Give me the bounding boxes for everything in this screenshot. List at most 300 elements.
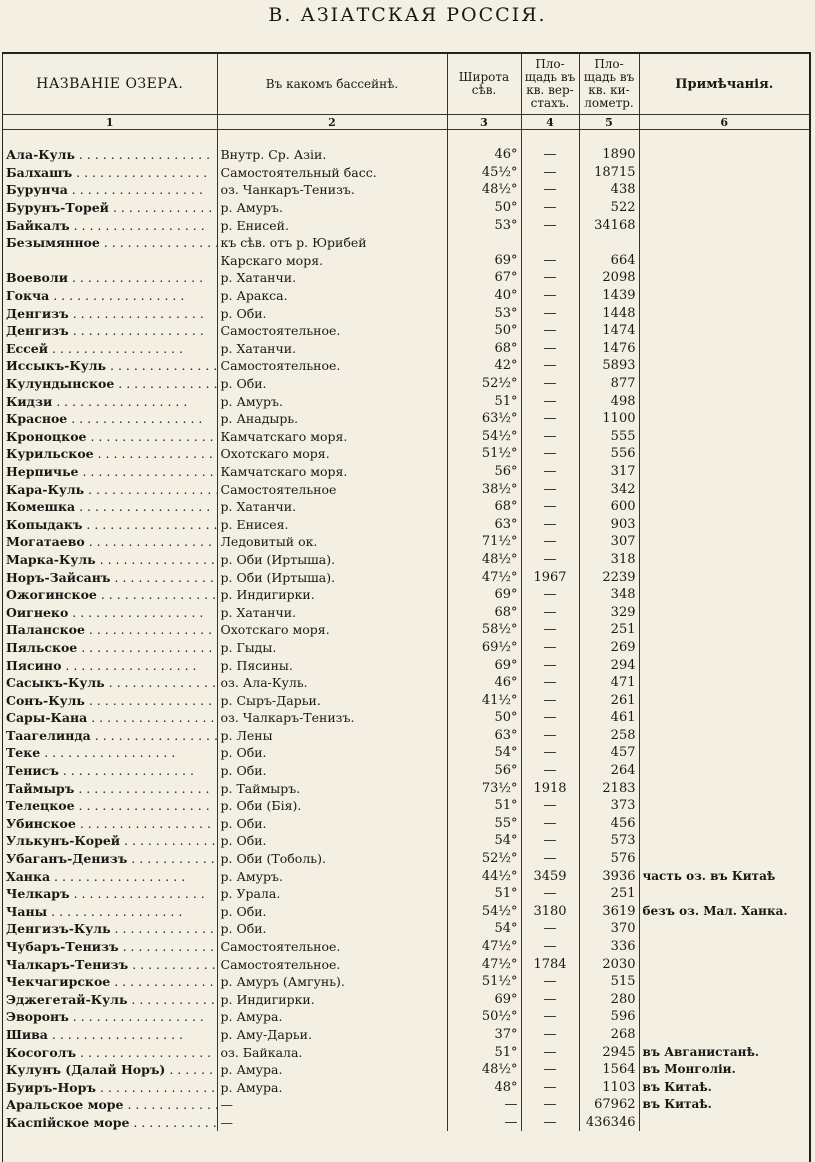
table-row <box>3 815 809 833</box>
lake-name: Паланское . . . <box>3 621 217 639</box>
table-row <box>3 533 809 551</box>
lake-latitude: 47½° <box>447 568 521 586</box>
lake-note <box>639 463 809 481</box>
lake-area-km: 1564 <box>579 1061 639 1079</box>
column-number: 2 <box>217 115 447 130</box>
header-row <box>3 54 809 115</box>
lake-name: Безымянное . . . <box>3 234 217 252</box>
lake-area-km: 5893 <box>579 357 639 375</box>
lake-area-km: 457 <box>579 744 639 762</box>
lake-area-km: 2183 <box>579 779 639 797</box>
table-row <box>3 1078 809 1096</box>
lake-area-versts: — <box>521 287 579 305</box>
lake-latitude: — <box>447 1114 521 1132</box>
lake-note <box>639 621 809 639</box>
table-row <box>3 410 809 428</box>
lake-latitude: 63½° <box>447 410 521 428</box>
lake-basin: р. Оби. <box>217 762 447 780</box>
lake-area-km: 294 <box>579 656 639 674</box>
lake-area-versts: — <box>521 216 579 234</box>
lake-name: Кидзи . . . <box>3 392 217 410</box>
lake-note <box>639 1114 809 1132</box>
lake-basin: Охотскаго моря. <box>217 621 447 639</box>
lake-name: Каспійское море . . . <box>3 1114 217 1132</box>
lake-note <box>639 1008 809 1026</box>
lake-area-versts: — <box>521 551 579 569</box>
lake-note <box>639 656 809 674</box>
lake-basin: р. Оби. <box>217 815 447 833</box>
lake-name: Тенисъ . . . <box>3 762 217 780</box>
lake-latitude: 38½° <box>447 480 521 498</box>
lake-basin: оз. Чалкаръ-Тенизъ. <box>217 709 447 727</box>
table-row <box>3 181 809 199</box>
lake-area-versts: — <box>521 621 579 639</box>
lake-latitude: 71½° <box>447 533 521 551</box>
lake-name: Гокча . . . <box>3 287 217 305</box>
table-row <box>3 515 809 533</box>
lake-area-versts: — <box>521 410 579 428</box>
lake-note <box>639 991 809 1009</box>
column-number: 4 <box>521 115 579 130</box>
lake-basin: р. Оби (Бія). <box>217 797 447 815</box>
lake-latitude: 54° <box>447 744 521 762</box>
lake-area-km: 1474 <box>579 322 639 340</box>
lake-area-versts: — <box>521 515 579 533</box>
lake-latitude: 58½° <box>447 621 521 639</box>
lake-area-versts: — <box>521 269 579 287</box>
table-row <box>3 779 809 797</box>
lake-note <box>639 428 809 446</box>
lake-basin: р. Оби. <box>217 375 447 393</box>
lake-name: Таагелинда . . . <box>3 727 217 745</box>
lake-latitude: 50° <box>447 322 521 340</box>
lake-name: Чубаръ-Тенизъ . . . <box>3 938 217 956</box>
lake-latitude: 68° <box>447 498 521 516</box>
lake-basin: Самостоятельный басс. <box>217 164 447 182</box>
lake-note: безъ оз. Мал. Ханка. <box>639 903 809 921</box>
lake-basin: оз. Байкала. <box>217 1043 447 1061</box>
table-row <box>3 1043 809 1061</box>
lake-note <box>639 181 809 199</box>
lake-area-km: 438 <box>579 181 639 199</box>
lake-latitude: 73½° <box>447 779 521 797</box>
lake-name: Теке . . . <box>3 744 217 762</box>
lake-area-versts: — <box>521 498 579 516</box>
lake-note <box>639 480 809 498</box>
lake-note <box>639 340 809 358</box>
lake-latitude: 40° <box>447 287 521 305</box>
lake-basin: р. Оби (Иртыша). <box>217 568 447 586</box>
lake-basin: Самостоятельное. <box>217 322 447 340</box>
lake-note <box>639 850 809 868</box>
table-row <box>3 586 809 604</box>
lake-basin: Ледовитый ок. <box>217 533 447 551</box>
lake-area-km: 596 <box>579 1008 639 1026</box>
lake-latitude: 46° <box>447 674 521 692</box>
lake-note <box>639 727 809 745</box>
lake-area-km: 664 <box>579 252 639 270</box>
lake-basin: р. Оби. <box>217 832 447 850</box>
table-row <box>3 357 809 375</box>
lake-area-km: 515 <box>579 973 639 991</box>
lake-note <box>639 639 809 657</box>
lake-latitude: 54½° <box>447 428 521 446</box>
table-row <box>3 639 809 657</box>
lake-name: Кара-Куль . . . <box>3 480 217 498</box>
lake-area-km: 3619 <box>579 903 639 921</box>
table-row <box>3 1061 809 1079</box>
lake-name: Таймыръ . . . <box>3 779 217 797</box>
lake-basin: Камчатскаго моря. <box>217 463 447 481</box>
lake-latitude: 63° <box>447 727 521 745</box>
table-row <box>3 287 809 305</box>
lake-note: въ Китаѣ. <box>639 1096 809 1114</box>
lake-latitude: 69° <box>447 656 521 674</box>
lake-area-versts: — <box>521 1043 579 1061</box>
lake-basin: р. Хатанчи. <box>217 603 447 621</box>
lake-area-km: 307 <box>579 533 639 551</box>
table-row <box>3 304 809 322</box>
lake-area-versts: — <box>521 322 579 340</box>
lake-area-km: 280 <box>579 991 639 1009</box>
lake-name: Оигнеко . . . <box>3 603 217 621</box>
lake-basin: — <box>217 1096 447 1114</box>
header-basin: Въ какомъ бассейнѣ. <box>217 54 447 115</box>
lake-basin: Самостоятельное. <box>217 357 447 375</box>
lakes-table-body <box>3 146 809 1131</box>
lake-basin: р. Индигирки. <box>217 586 447 604</box>
lake-basin: р. Сыръ-Дарьи. <box>217 691 447 709</box>
table-row <box>3 568 809 586</box>
lake-area-versts: — <box>521 709 579 727</box>
lake-basin: р. Оби. <box>217 920 447 938</box>
lake-area-km: 261 <box>579 691 639 709</box>
lake-area-versts: — <box>521 1026 579 1044</box>
lake-latitude: 53° <box>447 216 521 234</box>
lake-area-km: 2239 <box>579 568 639 586</box>
table-row <box>3 991 809 1009</box>
lake-area-km: 2098 <box>579 269 639 287</box>
lake-area-km: 67962 <box>579 1096 639 1114</box>
table-row <box>3 973 809 991</box>
lake-name: Чалкаръ-Тенизъ . . . <box>3 955 217 973</box>
lake-name: Сары-Кана . . . <box>3 709 217 727</box>
lake-area-km: 258 <box>579 727 639 745</box>
lake-latitude: 47½° <box>447 955 521 973</box>
lake-latitude: 51° <box>447 1043 521 1061</box>
lake-name: Чаны . . . <box>3 903 217 921</box>
lake-note <box>639 216 809 234</box>
lake-note <box>639 691 809 709</box>
table-row <box>3 762 809 780</box>
lake-area-versts <box>521 234 579 252</box>
lake-area-versts: — <box>521 674 579 692</box>
table-row <box>3 269 809 287</box>
lake-area-km: 2030 <box>579 955 639 973</box>
lake-basin: Карскаго моря. <box>217 252 447 270</box>
lake-note <box>639 498 809 516</box>
lake-basin: р. Амуръ. <box>217 392 447 410</box>
table-row <box>3 480 809 498</box>
lake-basin: р. Амуръ. <box>217 867 447 885</box>
lake-name: Байкалъ . . . <box>3 216 217 234</box>
lake-latitude: 48½° <box>447 181 521 199</box>
lake-note <box>639 1026 809 1044</box>
lake-basin: р. Оби. <box>217 744 447 762</box>
lake-area-km: 522 <box>579 199 639 217</box>
lake-name: Косоголъ . . . <box>3 1043 217 1061</box>
lake-area-versts: — <box>521 938 579 956</box>
lake-basin: р. Амуръ. <box>217 199 447 217</box>
lake-latitude: 52½° <box>447 375 521 393</box>
lake-note <box>639 410 809 428</box>
lake-area-versts: — <box>521 727 579 745</box>
lake-note <box>639 146 809 164</box>
table-row <box>3 885 809 903</box>
lake-area-km: 1476 <box>579 340 639 358</box>
lake-note <box>639 709 809 727</box>
lake-note: часть оз. въ Китаѣ <box>639 867 809 885</box>
lake-area-km: 573 <box>579 832 639 850</box>
lake-latitude: 37° <box>447 1026 521 1044</box>
lake-area-km: 264 <box>579 762 639 780</box>
lake-latitude: 69½° <box>447 639 521 657</box>
lake-basin: Внутр. Ср. Азіи. <box>217 146 447 164</box>
table-row <box>3 234 809 252</box>
lake-area-km: 436346 <box>579 1114 639 1132</box>
lake-name: Комешка . . . <box>3 498 217 516</box>
lake-area-versts: 3180 <box>521 903 579 921</box>
table-row <box>3 920 809 938</box>
lake-latitude: 51° <box>447 885 521 903</box>
lake-latitude: 42° <box>447 357 521 375</box>
lake-latitude: 50° <box>447 709 521 727</box>
lake-note <box>639 515 809 533</box>
table-row <box>3 498 809 516</box>
lake-latitude: 67° <box>447 269 521 287</box>
lake-name: Убинское . . . <box>3 815 217 833</box>
lake-latitude: 52½° <box>447 850 521 868</box>
table-row <box>3 216 809 234</box>
lake-area-versts: — <box>521 1096 579 1114</box>
lake-basin: р. Гыды. <box>217 639 447 657</box>
lake-area-versts: — <box>521 357 579 375</box>
lake-name: Буиръ-Норъ . . . <box>3 1078 217 1096</box>
lake-area-versts: 3459 <box>521 867 579 885</box>
lake-basin: р. Амуръ (Амгунь). <box>217 973 447 991</box>
lake-name: Кулунъ (Далай Норъ) . . . <box>3 1061 217 1079</box>
lake-name: Красное . . . <box>3 410 217 428</box>
lake-area-km: 18715 <box>579 164 639 182</box>
lake-area-km: 461 <box>579 709 639 727</box>
lake-note <box>639 603 809 621</box>
header-name: НАЗВАНІЕ ОЗЕРА. <box>3 54 217 115</box>
lake-latitude: 63° <box>447 515 521 533</box>
table-row <box>3 146 809 164</box>
lake-latitude: 50° <box>447 199 521 217</box>
lake-area-km: 600 <box>579 498 639 516</box>
table-row <box>3 1026 809 1044</box>
table-row <box>3 252 809 270</box>
lake-area-versts: — <box>521 762 579 780</box>
lakes-table <box>3 54 809 1131</box>
table-row <box>3 1008 809 1026</box>
table-row <box>3 727 809 745</box>
lake-area-km: 348 <box>579 586 639 604</box>
lake-latitude: 53° <box>447 304 521 322</box>
lake-name: Чекчагирское . . . <box>3 973 217 991</box>
lake-area-km: 576 <box>579 850 639 868</box>
lake-area-km: 269 <box>579 639 639 657</box>
table-row <box>3 938 809 956</box>
lake-area-versts: — <box>521 920 579 938</box>
lake-name <box>3 252 217 270</box>
table-row <box>3 199 809 217</box>
lake-basin: оз. Ала-Куль. <box>217 674 447 692</box>
header-notes: Примѣчанія. <box>639 54 809 115</box>
table-row <box>3 903 809 921</box>
lake-basin: р. Оби (Иртыша). <box>217 551 447 569</box>
table-row <box>3 603 809 621</box>
lake-note <box>639 797 809 815</box>
lake-basin: р. Аракса. <box>217 287 447 305</box>
lake-basin: р. Индигирки. <box>217 991 447 1009</box>
lake-area-km: 2945 <box>579 1043 639 1061</box>
lake-name: Марка-Куль . . . <box>3 551 217 569</box>
lake-area-km: 318 <box>579 551 639 569</box>
lake-area-versts: — <box>521 463 579 481</box>
lake-name: Ханка . . . <box>3 867 217 885</box>
lake-note <box>639 551 809 569</box>
lake-area-km: 251 <box>579 885 639 903</box>
lake-latitude: 54½° <box>447 903 521 921</box>
lake-note <box>639 392 809 410</box>
lake-basin: р. Оби. <box>217 903 447 921</box>
lake-basin: р. Енисея. <box>217 515 447 533</box>
lake-area-versts: — <box>521 850 579 868</box>
table-row <box>3 709 809 727</box>
lake-basin: р. Хатанчи. <box>217 498 447 516</box>
lake-latitude: 68° <box>447 340 521 358</box>
table-row <box>3 392 809 410</box>
lake-latitude: 48½° <box>447 551 521 569</box>
lake-note <box>639 815 809 833</box>
lake-note <box>639 199 809 217</box>
lake-basin: р. Таймыръ. <box>217 779 447 797</box>
lake-latitude <box>447 234 521 252</box>
lake-name: Могатаево . . . <box>3 533 217 551</box>
lake-area-versts: — <box>521 533 579 551</box>
lake-latitude: 56° <box>447 463 521 481</box>
lake-note <box>639 234 809 252</box>
lake-area-km: 877 <box>579 375 639 393</box>
lake-latitude: 45½° <box>447 164 521 182</box>
lake-area-versts: — <box>521 691 579 709</box>
lake-latitude: 51½° <box>447 445 521 463</box>
lake-area-km <box>579 234 639 252</box>
lake-area-km: 34168 <box>579 216 639 234</box>
lake-note <box>639 322 809 340</box>
lake-latitude: 51½° <box>447 973 521 991</box>
lake-area-versts: — <box>521 480 579 498</box>
table-row <box>3 955 809 973</box>
lake-latitude: 68° <box>447 603 521 621</box>
lake-latitude: 51° <box>447 797 521 815</box>
lake-name: Ала-Куль . . . <box>3 146 217 164</box>
lake-area-versts: — <box>521 744 579 762</box>
lake-basin: р. Урала. <box>217 885 447 903</box>
lake-note <box>639 885 809 903</box>
table-row <box>3 621 809 639</box>
lake-area-versts: 1918 <box>521 779 579 797</box>
lake-area-km: 1890 <box>579 146 639 164</box>
table-row <box>3 691 809 709</box>
lake-note <box>639 832 809 850</box>
lake-area-versts: — <box>521 603 579 621</box>
table-row <box>3 832 809 850</box>
lake-note: въ Авганистанѣ. <box>639 1043 809 1061</box>
lake-area-versts: — <box>521 1114 579 1132</box>
lake-area-versts: — <box>521 973 579 991</box>
lake-basin: Самостоятельное. <box>217 938 447 956</box>
table-row <box>3 445 809 463</box>
lake-name: Кроноцкое . . . <box>3 428 217 446</box>
lake-area-versts: — <box>521 586 579 604</box>
lake-name: Шива . . . <box>3 1026 217 1044</box>
lake-note <box>639 533 809 551</box>
table-row <box>3 428 809 446</box>
lake-area-versts: — <box>521 1061 579 1079</box>
lake-area-versts: — <box>521 199 579 217</box>
lake-name: Кулундынское . . . <box>3 375 217 393</box>
lake-note <box>639 568 809 586</box>
lake-name: Ожогинское . . . <box>3 586 217 604</box>
lake-area-km: 336 <box>579 938 639 956</box>
lake-basin: р. Лены <box>217 727 447 745</box>
lake-area-versts: — <box>521 164 579 182</box>
lake-area-versts: — <box>521 639 579 657</box>
lake-basin: р. Амура. <box>217 1078 447 1096</box>
header-area-km: Пло- щадь въ кв. ки- лометр. <box>579 54 639 115</box>
lake-area-versts: — <box>521 885 579 903</box>
lake-area-km: 456 <box>579 815 639 833</box>
table-row <box>3 463 809 481</box>
lake-name: Аральское море . . . <box>3 1096 217 1114</box>
lake-area-versts: — <box>521 656 579 674</box>
table-row <box>3 551 809 569</box>
lake-latitude: 46° <box>447 146 521 164</box>
lake-basin: оз. Чанкаръ-Тенизъ. <box>217 181 447 199</box>
lake-latitude: 55° <box>447 815 521 833</box>
lake-name: Улькунъ-Корей . . . <box>3 832 217 850</box>
table-row <box>3 164 809 182</box>
lake-latitude: 56° <box>447 762 521 780</box>
lake-area-km: 370 <box>579 920 639 938</box>
lake-latitude: 44½° <box>447 867 521 885</box>
lake-latitude: 47½° <box>447 938 521 956</box>
lake-note <box>639 304 809 322</box>
lake-area-km: 373 <box>579 797 639 815</box>
lake-basin: р. Пясины. <box>217 656 447 674</box>
lake-name: Телецкое . . . <box>3 797 217 815</box>
lake-latitude: 48½° <box>447 1061 521 1079</box>
lake-area-km: 555 <box>579 428 639 446</box>
lake-area-km: 556 <box>579 445 639 463</box>
lake-name: Денгизъ . . . <box>3 322 217 340</box>
table-row <box>3 375 809 393</box>
lake-note: въ Китаѣ. <box>639 1078 809 1096</box>
table-row <box>3 744 809 762</box>
